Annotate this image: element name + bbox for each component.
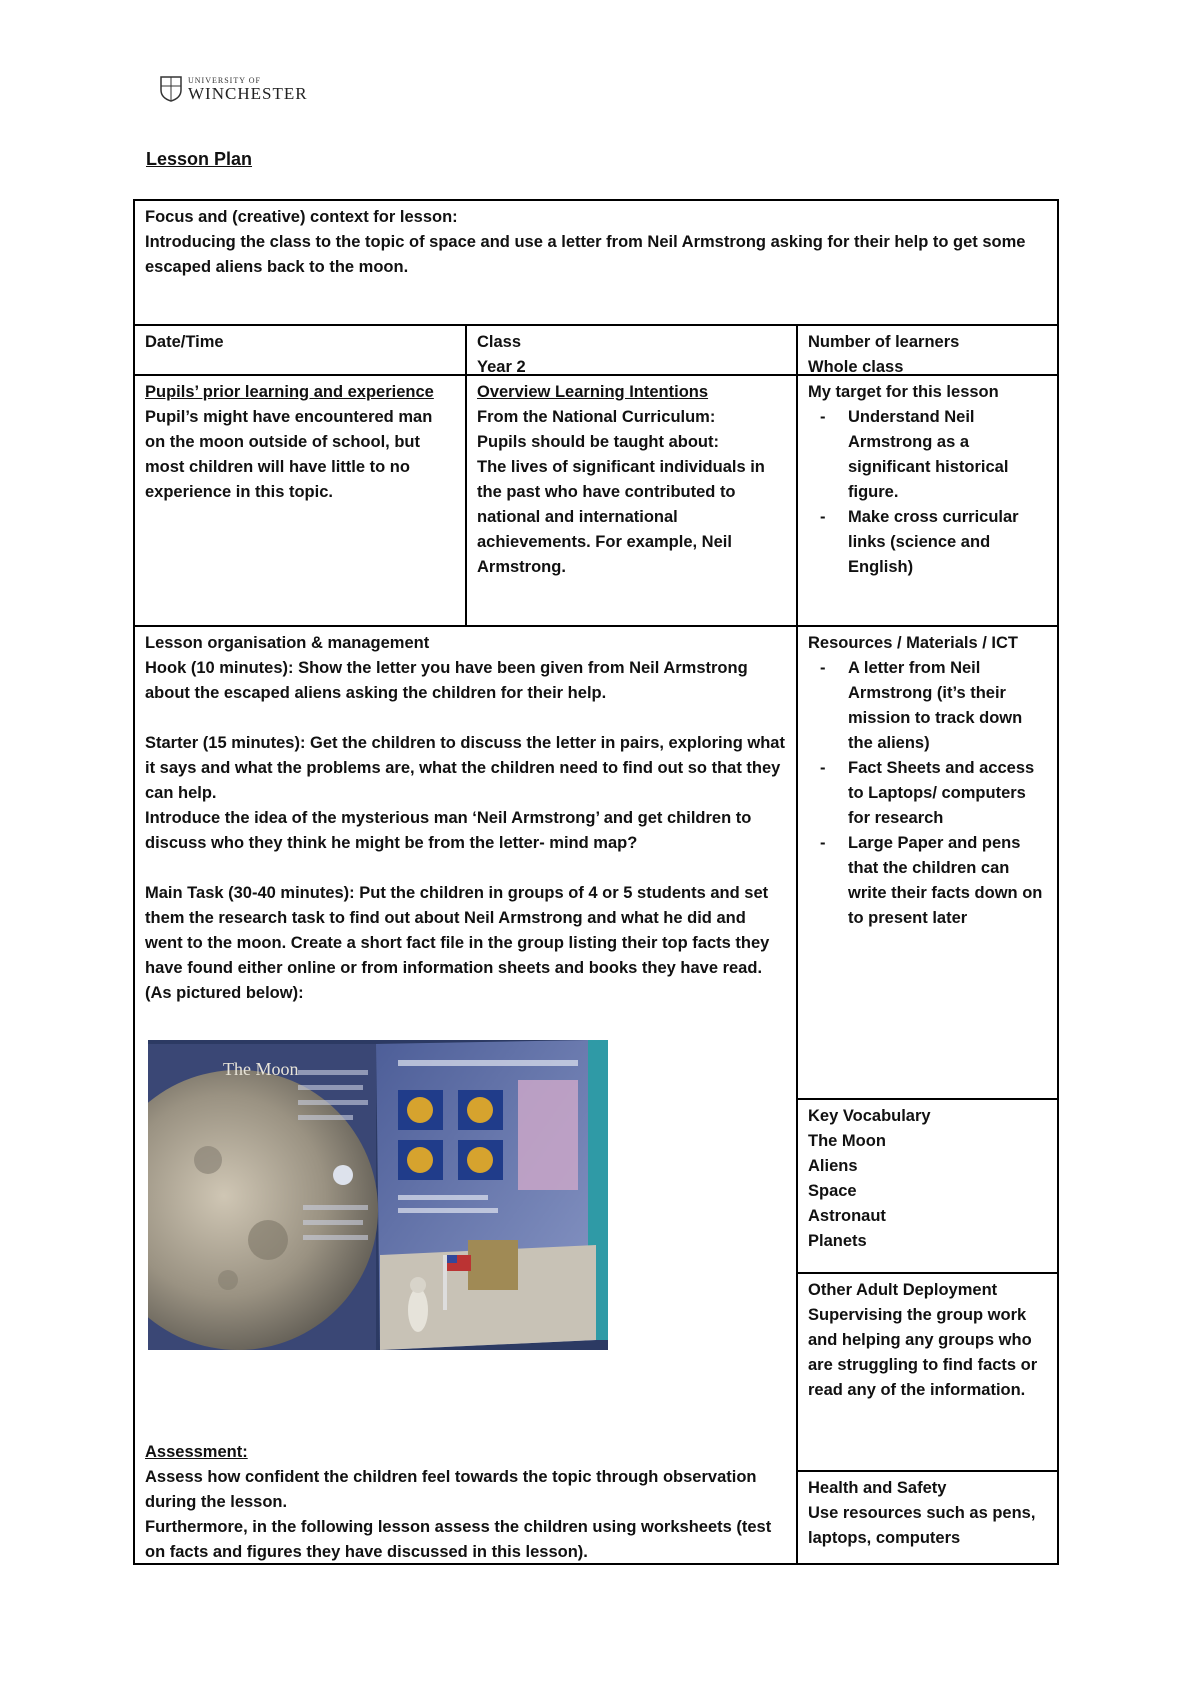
focus-text: Introducing the class to the topic of space and use a letter from Neil Armstrong asking for their help to get some escaped aliens back to the moon.	[145, 233, 1026, 276]
vocab-cell	[796, 1098, 1059, 1274]
target-item: - Make cross curricular links (science and English)	[808, 505, 1047, 580]
hook-text: Hook (10 minutes): Show the letter you have been given from Neil Armstrong about the escaped aliens asking the children for their help.	[145, 659, 748, 702]
assessment-text1: Assess how confident the children feel towards the topic through observation during the lesson.	[145, 1468, 757, 1511]
page-title: Lesson Plan	[146, 149, 253, 169]
vocab-word: Astronaut	[808, 1207, 886, 1225]
vocab-heading: Key Vocabulary	[808, 1107, 931, 1125]
assessment-block	[145, 1440, 790, 1565]
resources-list	[808, 656, 1047, 931]
class-label: Class	[477, 333, 522, 351]
crest-icon	[160, 76, 182, 102]
prior-text: Pupil’s might have encountered man on the moon outside of school, but most children will have little to no experience in this topic.	[145, 408, 433, 501]
introduce-text: Introduce the idea of the mysterious man ‘Neil Armstrong’ and get children to discuss who they think he might be from the letter- mind map?	[145, 809, 752, 852]
university-logo	[160, 76, 308, 102]
prior-heading: Pupils’ prior learning and experience	[145, 383, 434, 401]
date-cell	[133, 324, 467, 376]
resource-item: - Large Paper and pens that the children can write their facts down on to present later	[808, 831, 1047, 931]
resources-cell	[796, 625, 1059, 1100]
learners-cell	[796, 324, 1059, 376]
learners-value: Whole class	[808, 358, 904, 376]
resource-item: - A letter from Neil Armstrong (it’s their mission to track down the aliens)	[808, 656, 1047, 756]
health-text: Use resources such as pens, laptops, computers	[808, 1504, 1036, 1547]
adult-text: Supervising the group work and helping any groups who are struggling to find facts or read any of the information.	[808, 1306, 1038, 1399]
starter-text: Starter (15 minutes): Get the children to discuss the letter in pairs, exploring what it says and what the problems are, what the children need to find out so that they can help.	[145, 734, 785, 802]
vocab-word: The Moon	[808, 1132, 886, 1150]
focus-heading: Focus and (creative) context for lesson:	[145, 208, 458, 226]
class-cell	[465, 324, 798, 376]
vocab-word: Aliens	[808, 1157, 858, 1175]
target-item: - Understand Neil Armstrong as a significant historical figure.	[808, 405, 1047, 505]
adult-heading: Other Adult Deployment	[808, 1281, 998, 1299]
photo-left-title: The Moon	[223, 1059, 299, 1079]
health-safety-cell	[796, 1470, 1059, 1565]
resources-heading: Resources / Materials / ICT	[808, 634, 1018, 652]
vocab-word: Space	[808, 1182, 857, 1200]
overview-text: The lives of significant individuals in the past who have contributed to national and international achievements. For example, Neil Armstrong.	[477, 458, 765, 576]
focus-cell	[133, 199, 1059, 326]
assessment-heading: Assessment:	[145, 1443, 248, 1461]
target-list	[808, 405, 1047, 580]
prior-learning-cell	[133, 374, 467, 627]
overview-cell	[465, 374, 798, 627]
learners-label: Number of learners	[808, 333, 960, 351]
target-cell	[796, 374, 1059, 627]
organisation-heading: Lesson organisation & management	[145, 634, 430, 652]
adult-deployment-cell	[796, 1272, 1059, 1472]
logo-big-text: WINCHESTER	[188, 83, 308, 103]
moon-book-photo	[148, 1040, 608, 1350]
health-heading: Health and Safety	[808, 1479, 947, 1497]
vocab-word: Planets	[808, 1232, 867, 1250]
date-label: Date/Time	[145, 333, 224, 351]
logo-small-text: UNIVERSITY OF	[188, 75, 261, 85]
assessment-text2: Furthermore, in the following lesson assess the children using worksheets (test on facts and figures they have discussed in this lesson).	[145, 1518, 772, 1561]
resource-item: - Fact Sheets and access to Laptops/ computers for research	[808, 756, 1047, 831]
target-heading: My target for this lesson	[808, 383, 999, 401]
class-value: Year 2	[477, 358, 526, 376]
overview-line2: Pupils should be taught about:	[477, 433, 719, 451]
overview-heading: Overview Learning Intentions	[477, 383, 709, 401]
main-task-text: Main Task (30-40 minutes): Put the children in groups of 4 or 5 students and set them the research task to find out about Neil Armstrong and what he did and went to the moon. Create a short fact file in the group listing their top facts they have found either online or from information sheets and books they have read. (As pictured below):	[145, 884, 770, 1002]
overview-line1: From the National Curriculum:	[477, 408, 716, 426]
